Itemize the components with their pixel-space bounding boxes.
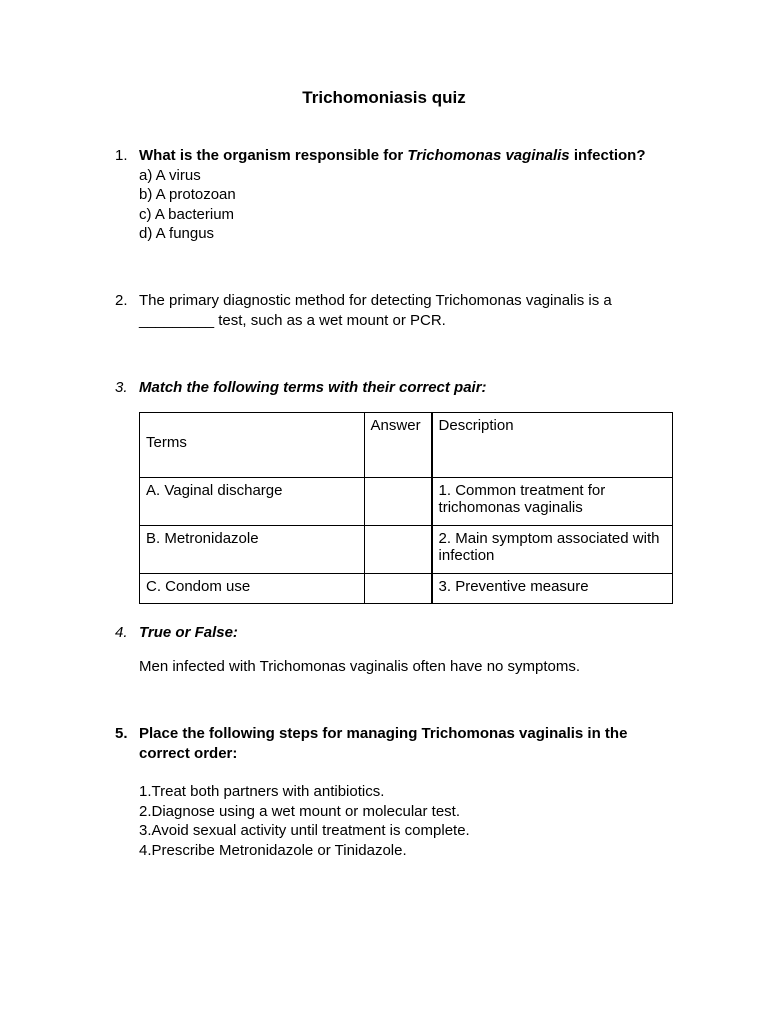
option-c: c) A bacterium xyxy=(139,205,235,223)
question-5 xyxy=(115,724,695,860)
term-cell: A. Vaginal discharge xyxy=(140,478,365,526)
description-cell: 2. Main symptom associated with infection xyxy=(432,526,673,574)
answer-cell[interactable] xyxy=(364,574,431,604)
question-number: 3. xyxy=(115,379,128,396)
question-1-suffix: infection? xyxy=(569,147,646,164)
question-4-statement: Men infected with Trichomonas vaginalis often have no symptoms. xyxy=(139,657,581,675)
table-row xyxy=(140,574,673,604)
term-cell: B. Metronidazole xyxy=(140,526,365,574)
list-item: 2.Diagnose using a wet mount or molecular test. xyxy=(139,802,460,820)
question-number: 1. xyxy=(115,147,128,164)
option-a: a) A virus xyxy=(139,166,201,184)
question-4-heading: True or False: xyxy=(139,624,238,641)
table-row xyxy=(140,526,673,574)
question-4 xyxy=(115,623,695,676)
page-title: Trichomoniasis quiz xyxy=(302,88,466,107)
question-1 xyxy=(115,146,695,244)
steps-list xyxy=(139,782,659,860)
term-cell: C. Condom use xyxy=(140,574,365,604)
list-item: 4.Prescribe Metronidazole or Tinidazole. xyxy=(139,841,407,859)
answer-cell[interactable] xyxy=(364,478,431,526)
question-5-text: Place the following steps for managing Trichomonas vaginalis in the correct order: xyxy=(139,725,628,762)
question-3-text: Match the following terms with their correct pair: xyxy=(139,379,487,396)
answer-cell[interactable] xyxy=(364,526,431,574)
description-cell: 3. Preventive measure xyxy=(432,574,673,604)
question-3 xyxy=(115,378,695,398)
question-number: 4. xyxy=(115,624,128,641)
list-item: 1.Treat both partners with antibiotics. xyxy=(139,783,385,800)
question-number: 2. xyxy=(115,292,128,309)
question-2 xyxy=(115,291,695,330)
list-item: 3.Avoid sexual activity until treatment is complete. xyxy=(139,822,470,839)
question-1-text xyxy=(139,146,695,166)
description-cell: 1. Common treatment for trichomonas vaginalis xyxy=(432,478,673,526)
question-2-line-1: The primary diagnostic method for detecting Trichomonas vaginalis is a xyxy=(139,292,612,309)
table-header-row xyxy=(140,413,673,478)
question-number: 5. xyxy=(115,725,128,742)
header-terms: Terms xyxy=(140,413,365,478)
option-b: b) A protozoan xyxy=(139,186,236,203)
option-d: d) A fungus xyxy=(139,225,215,242)
header-answer: Answer xyxy=(364,413,431,478)
header-description: Description xyxy=(432,413,673,478)
table-row xyxy=(140,478,673,526)
question-1-organism: Trichomonas vaginalis xyxy=(407,147,570,164)
question-2-line-2: _________ test, such as a wet mount or PCR. xyxy=(139,311,446,329)
match-table xyxy=(139,412,673,604)
question-1-prefix: What is the organism responsible for xyxy=(139,147,408,164)
